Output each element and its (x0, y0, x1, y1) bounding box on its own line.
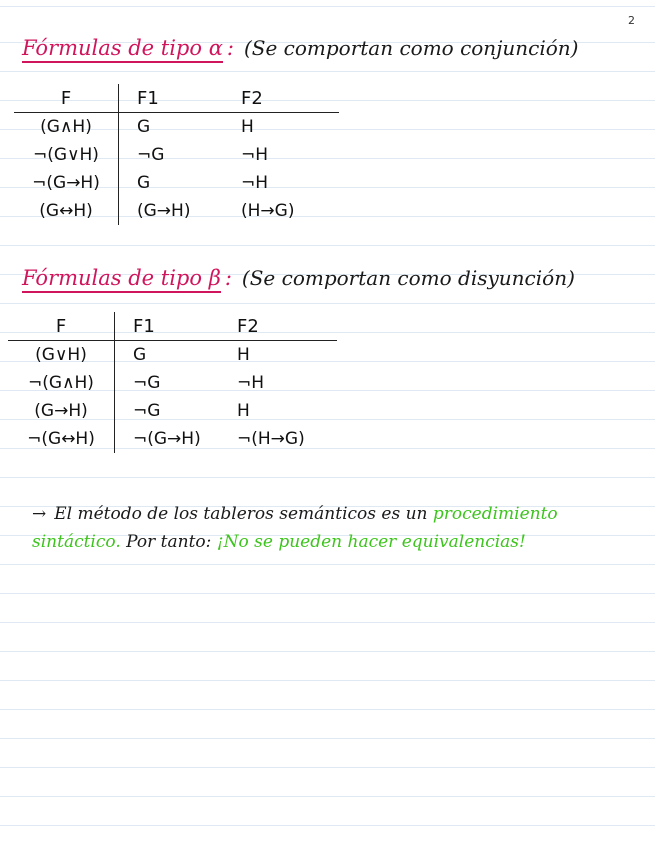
remark-highlight-no-equivalences: ¡No se pueden hacer equivalencias! (216, 532, 526, 552)
component-cell: ¬(G→H) (115, 425, 232, 453)
component-cell: ¬H (241, 145, 269, 165)
heading-beta-formulas (22, 266, 575, 290)
formula-cell: (G∧H) (40, 117, 92, 137)
column-header: F2 (235, 84, 339, 113)
table-row (8, 341, 337, 370)
remark-highlight-syntactic: procedimiento sintáctico. (32, 504, 558, 552)
table-header-row (8, 312, 337, 341)
column-header: F2 (231, 312, 337, 341)
formula-cell: ¬(G∧H) (28, 373, 94, 393)
component-cell: ¬G (115, 369, 232, 397)
table-row (8, 397, 337, 425)
formula-cell: (G∨H) (35, 345, 87, 365)
table-row (8, 369, 337, 397)
heading-beta-title: Fórmulas de tipo β (22, 266, 221, 293)
table-row (14, 113, 339, 142)
component-cell: G (115, 341, 232, 370)
heading-beta-colon: : (224, 266, 232, 290)
column-header: F (8, 312, 115, 341)
beta-formulas-table (8, 312, 337, 453)
component-cell: H (237, 401, 250, 421)
component-cell: ¬H (241, 173, 269, 193)
formula-cell: ¬(G∨H) (33, 145, 99, 165)
component-cell: (G→H) (119, 197, 236, 225)
tableaux-remark (32, 500, 632, 556)
formula-cell: ¬(G→H) (32, 173, 100, 193)
component-cell: H (237, 345, 250, 365)
formula-cell: (G↔H) (39, 201, 93, 221)
formula-cell: ¬(G↔H) (27, 429, 95, 449)
component-cell: ¬G (115, 397, 232, 425)
column-header: F1 (119, 84, 236, 113)
component-cell: (H→G) (241, 201, 295, 221)
alpha-formulas-table (14, 84, 339, 225)
component-cell: ¬G (119, 141, 236, 169)
column-header: F1 (115, 312, 232, 341)
component-cell: H (241, 117, 254, 137)
table-header-row (14, 84, 339, 113)
remark-text: El método de los tableros semánticos es un (54, 504, 428, 524)
remark-therefore: Por tanto: (126, 532, 212, 552)
component-cell: ¬(H→G) (237, 429, 305, 449)
page-number: 2 (628, 14, 635, 27)
arrow-icon: → (32, 504, 47, 524)
column-header: F (14, 84, 119, 113)
component-cell: ¬H (237, 373, 265, 393)
table-row (14, 197, 339, 225)
heading-alpha-note: (Se comportan como conjunción) (243, 36, 579, 60)
heading-alpha-colon: : (226, 36, 234, 60)
component-cell: G (119, 113, 236, 142)
table-row (8, 425, 337, 453)
formula-cell: (G→H) (34, 401, 88, 421)
component-cell: G (119, 169, 236, 197)
table-row (14, 169, 339, 197)
heading-beta-note: (Se comportan como disyunción) (241, 266, 575, 290)
table-row (14, 141, 339, 169)
heading-alpha-formulas (22, 36, 578, 60)
heading-alpha-title: Fórmulas de tipo α (22, 36, 223, 63)
